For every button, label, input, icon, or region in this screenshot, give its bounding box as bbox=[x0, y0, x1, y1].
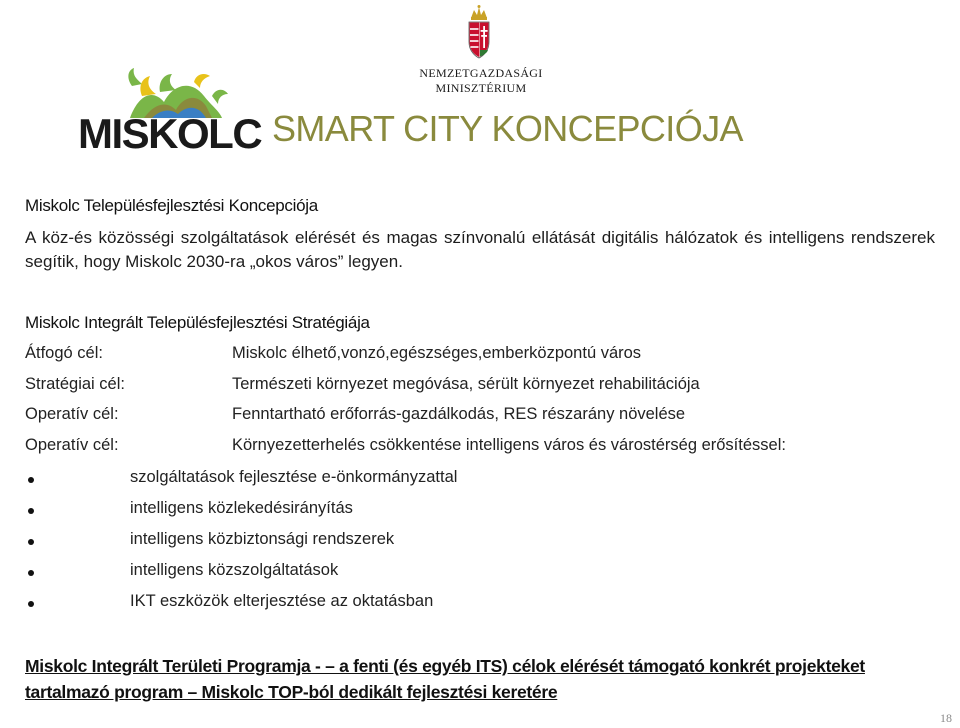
section1-body: A köz-és közösségi szolgáltatások elérését és magas színvonalú ellátását digitális hálózatok és intelligens rendszerek segítik, hogy Miskolc 2030-ra „okos város” legyen. bbox=[25, 228, 935, 271]
goal-row-overall bbox=[25, 344, 935, 368]
goal-label: Stratégiai cél: bbox=[25, 375, 125, 393]
goal-value: Természeti környezet megóvása, sérült környezet rehabilitációja bbox=[232, 375, 700, 393]
bullet-text: intelligens közbiztonsági rendszerek bbox=[130, 530, 395, 548]
miskolc-logo-graphic bbox=[72, 66, 262, 160]
ministry-name-line1: NEMZETGAZDASÁGI bbox=[419, 66, 543, 80]
bullet-dot-icon bbox=[28, 601, 34, 607]
bullet-text: IKT eszközök elterjesztése az oktatásban bbox=[130, 592, 434, 610]
section1-heading: Miskolc Településfejlesztési Koncepciója bbox=[25, 196, 318, 215]
goal-value: Miskolc élhető,vonzó,egészséges,emberközpontú város bbox=[232, 344, 642, 362]
ministry-logo bbox=[416, 4, 546, 100]
bullet-text: intelligens közszolgáltatások bbox=[130, 561, 339, 579]
bullet-dot-icon bbox=[28, 570, 34, 576]
bullet-dot-icon bbox=[28, 477, 34, 483]
section2-heading: Miskolc Integrált Településfejlesztési Stratégiája bbox=[25, 313, 370, 332]
page-number: 18 bbox=[940, 711, 952, 725]
goal-row-operative-1 bbox=[25, 405, 935, 429]
miskolc-logo bbox=[72, 66, 262, 160]
bullet-text: intelligens közlekedésirányítás bbox=[130, 499, 353, 517]
bullet-text: szolgáltatások fejlesztése e-önkormányzattal bbox=[130, 468, 458, 486]
goal-label: Operatív cél: bbox=[25, 436, 119, 454]
goal-label: Operatív cél: bbox=[25, 405, 119, 423]
logo-wordmark: MISKOLC bbox=[78, 110, 262, 157]
bullet-item bbox=[25, 530, 625, 554]
bullet-dot-icon bbox=[28, 508, 34, 514]
bullet-item bbox=[25, 468, 625, 492]
section3-program-text: Miskolc Integrált Területi Programja - – a fenti (és egyéb ITS) célok elérését támogató konkrét projekteket tartalmazó program – Miskolc TOP-ból dedikált fejlesztési keretére bbox=[25, 656, 865, 702]
bullet-item bbox=[25, 499, 625, 523]
bullet-item bbox=[25, 592, 625, 616]
ministry-name-line2: MINISZTÉRIUM bbox=[435, 81, 527, 95]
goal-row-strategic bbox=[25, 375, 935, 399]
bullet-dot-icon bbox=[28, 539, 34, 545]
hungarian-crest-icon bbox=[466, 4, 492, 60]
goal-label: Átfogó cél: bbox=[25, 344, 103, 362]
bullet-item bbox=[25, 561, 625, 585]
goal-value: Környezetterhelés csökkentése intelligens város és várostérség erősítéssel: bbox=[232, 436, 786, 454]
goal-row-operative-2 bbox=[25, 436, 935, 460]
goal-value: Fenntartható erőforrás-gazdálkodás, RES részarány növelése bbox=[232, 405, 686, 423]
slide-title: SMART CITY KONCEPCIÓJA bbox=[272, 108, 743, 149]
